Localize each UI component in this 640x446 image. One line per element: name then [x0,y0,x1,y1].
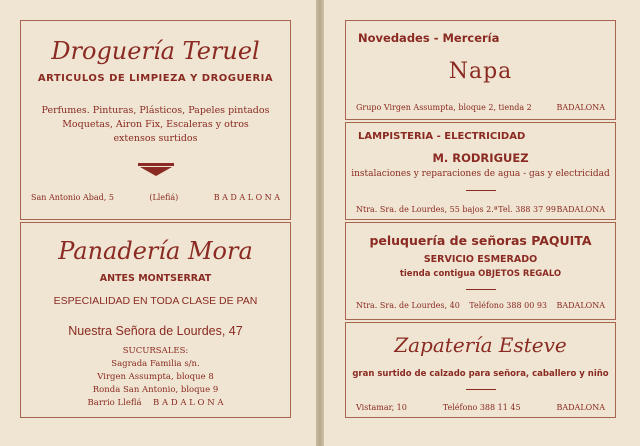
zapateria-divider [466,389,496,390]
drogueria-subtitle: ARTICULOS DE LIMPIEZA Y DROGUERIA [37,73,274,84]
book-gutter [316,0,324,446]
napa-city: BADALONA [556,103,605,112]
paquita-header: peluquería de señoras PAQUITA [369,233,592,248]
napa-ad [345,20,616,120]
rodriguez-divider [466,190,496,191]
rodriguez-city: BADALONA [556,205,605,214]
paquita-divider [466,289,496,290]
panaderia-specialty: ESPECIALIDAD EN TODA CLASE DE PAN [53,295,258,307]
paquita-footer [356,301,605,310]
panaderia-branch-2: Virgen Assumpta, bloque 8 [97,372,214,382]
paquita-phone: Teléfono 388 00 93 [469,301,548,310]
panaderia-name: Panadería Mora [58,237,253,265]
panaderia-branches-title: SUCURSALES: [122,346,189,356]
rodriguez-address: Ntra. Sra. de Lourdes, 55 bajos 2.ª [356,205,498,214]
zapateria-name: Zapatería Esteve [394,333,567,357]
zapateria-ad [345,322,616,418]
rodriguez-ad [345,122,616,220]
panaderia-ad [20,222,291,418]
paquita-shop: tienda contigua OBJETOS REGALO [399,269,562,279]
rodriguez-phone: Tel. 388 37 99 [498,205,556,214]
drogueria-district: (Llefiá) [149,193,179,202]
paquita-city: BADALONA [556,301,605,310]
drogueria-footer [31,193,280,202]
panaderia-branch-3: Ronda San Antonio, bloque 9 [92,385,219,395]
drogueria-line-1: Perfumes. Pinturas, Plásticos, Papeles pintados [41,105,270,116]
drogueria-line-3: extensos surtidos [113,133,198,144]
rodriguez-footer [356,205,605,214]
zapateria-address: Vistamar, 10 [356,403,407,412]
paquita-service: SERVICIO ESMERADO [423,254,538,265]
zapateria-phone: Teléfono 388 11 45 [442,403,521,412]
rodriguez-header: LAMPISTERIA - ELECTRICIDAD [358,131,526,142]
paquita-address: Ntra. Sra. de Lourdes, 40 [356,301,460,310]
drogueria-line-2: Moquetas, Airon Fix, Escaleras y otros [62,119,249,130]
rodriguez-description: instalaciones y reparaciones de agua - gas y electricidad [351,169,610,179]
panaderia-branch-4 [21,398,290,408]
panaderia-branch-1: Sagrada Familia s/n. [111,359,200,369]
napa-footer [356,103,605,112]
napa-name: Napa [448,59,513,84]
triangle-ornament-icon [138,163,174,177]
drogueria-name: Droguería Teruel [51,37,260,65]
drogueria-city: B A D A L O N A [213,193,280,202]
drogueria-ad [20,20,291,220]
napa-header: Novedades - Mercería [358,31,500,45]
paquita-ad [345,222,616,320]
drogueria-address: San Antonio Abad, 5 [31,193,114,202]
napa-address: Grupo Virgen Assumpta, bloque 2, tienda 2 [356,103,532,112]
panaderia-subtitle: ANTES MONTSERRAT [99,273,212,284]
panaderia-city: B A D A L O N A [153,398,224,408]
panaderia-address: Nuestra Señora de Lourdes, 47 [68,324,243,338]
rodriguez-name: M. RODRIGUEZ [432,151,529,165]
zapateria-description: gran surtido de calzado para señora, caballero y niño [352,369,609,379]
panaderia-last-branch: Barrio Lleflá [87,398,142,408]
zapateria-city: BADALONA [556,403,605,412]
zapateria-footer [356,403,605,412]
